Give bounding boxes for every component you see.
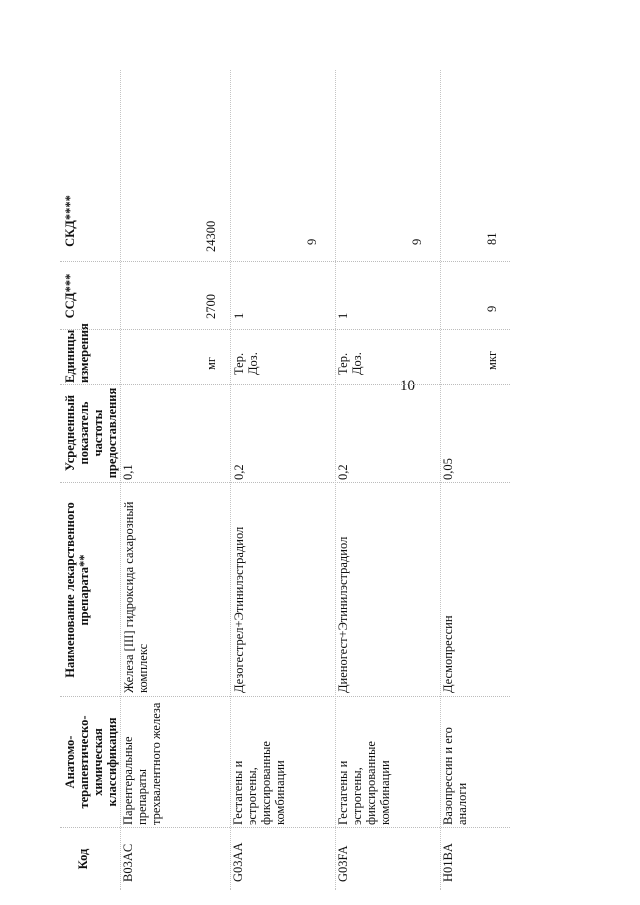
row-4-avg: 0,05: [441, 458, 455, 480]
row-1-atc: Парентеральные препараты трехвалентного железа: [121, 702, 163, 825]
grid-line: [60, 329, 510, 330]
rotated-table-container: [60, 70, 510, 890]
row-2-atc: Гестагены и эстрогены, фиксированные комбинации: [231, 741, 287, 825]
header-code: Код: [76, 848, 90, 870]
header-skd: СКД****: [63, 195, 77, 247]
page-number: 10: [400, 378, 415, 394]
row-1-skd: 24300: [204, 220, 218, 252]
header-drug: Наименование лекарственного препарата**: [63, 502, 91, 678]
row-4-skd: 81: [485, 232, 499, 245]
row-2-code: G03AA: [231, 842, 245, 882]
row-2-avg: 0,2: [232, 464, 246, 480]
row-4-unit: мкг: [485, 350, 499, 370]
row-1-avg: 0,1: [121, 464, 135, 480]
grid-line: [60, 482, 510, 483]
row-4-ssd: 9: [485, 305, 499, 312]
row-1-ssd: 2700: [204, 294, 218, 319]
row-2-drug: Дезогестрел+Этинилэстрадиол: [232, 526, 246, 693]
row-1-unit: мг: [204, 356, 218, 370]
row-3-ssd: 1: [336, 312, 350, 319]
row-3-code: G03FA: [336, 845, 350, 882]
row-4-atc: Вазопрессин и его аналоги: [441, 727, 469, 825]
row-2-unit: Тер. Доз.: [232, 352, 260, 375]
row-3-atc: Гестагены и эстрогены, фиксированные комбинации: [336, 741, 392, 825]
header-ssd: ССД***: [63, 273, 77, 319]
row-2-skd: 9: [305, 238, 319, 245]
row-3-skd: 9: [410, 238, 424, 245]
row-1-code: B03AC: [121, 843, 135, 882]
row-3-drug: Диеногест+Этинилэстрадиол: [336, 536, 350, 693]
row-3-avg: 0,2: [336, 464, 350, 480]
header-atc: Анатомо-терапевтическо-химическая классификация: [63, 715, 119, 809]
row-4-drug: Десмопрессин: [441, 615, 455, 693]
row-2-ssd: 1: [232, 312, 246, 319]
grid-line: [60, 261, 510, 262]
header-avg: Усредненный показатель частоты предоставления: [63, 387, 119, 479]
grid-line: [60, 696, 510, 697]
grid-line: [60, 384, 510, 385]
header-unit: Единицы измерения: [63, 323, 91, 383]
row-3-unit: Тер. Доз.: [336, 352, 364, 375]
row-4-code: H01BA: [441, 843, 455, 882]
drug-table: [60, 70, 510, 890]
row-1-drug: Железа [III] гидроксида сахарозный комплекс: [122, 501, 150, 693]
